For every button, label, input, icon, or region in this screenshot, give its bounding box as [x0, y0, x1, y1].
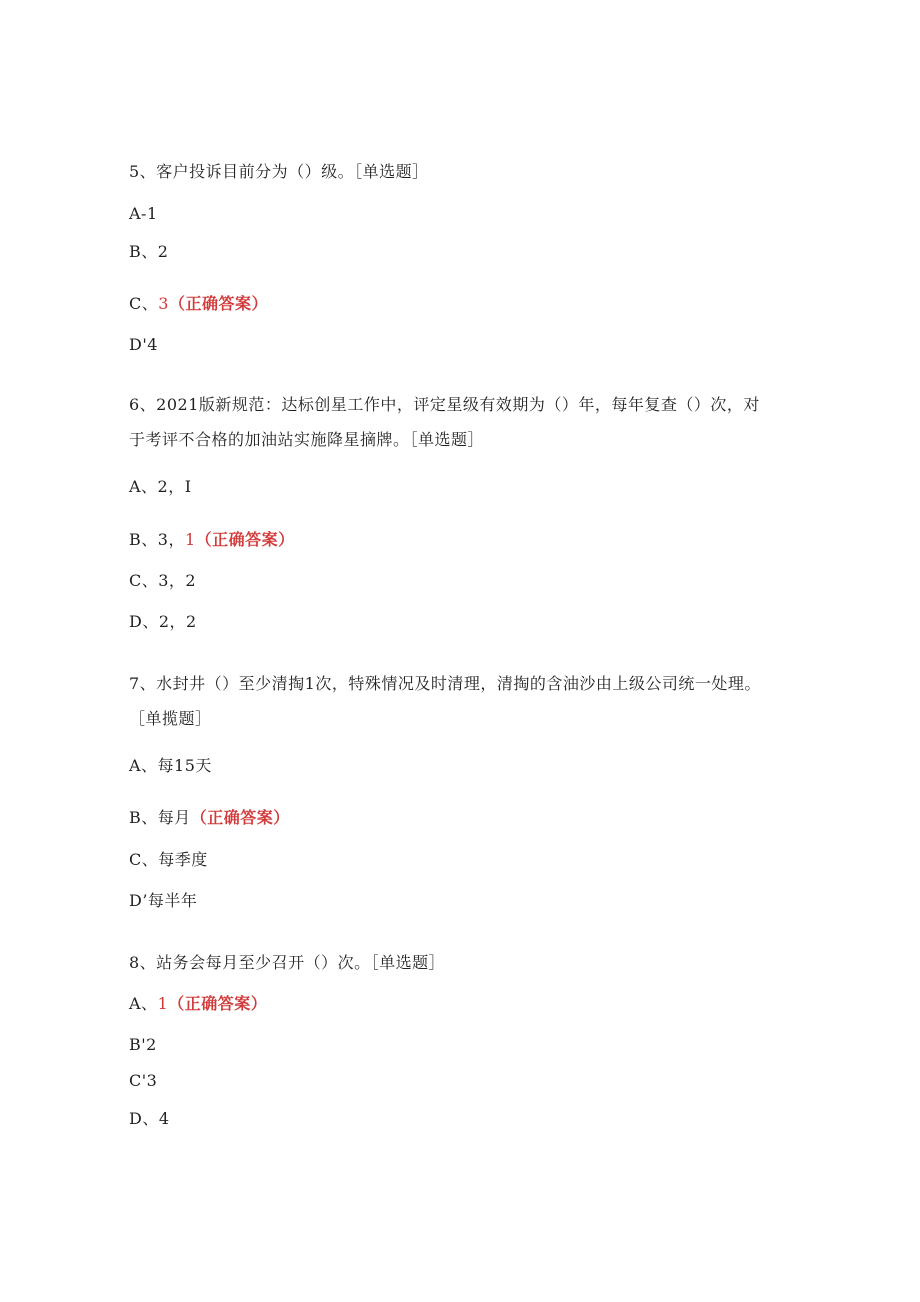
question-7-stem-line-2: ［单揽题］ — [129, 709, 212, 728]
correct-answer-value: 1 — [157, 994, 169, 1013]
question-5-option-a — [129, 204, 158, 224]
question-7-option-c — [129, 850, 208, 870]
question-6-stem-line-2: 于考评不合格的加油站实施降星摘牌。［单选题］ — [129, 430, 485, 449]
option-text: A-1 — [129, 204, 158, 223]
option-text: D、4 — [129, 1109, 170, 1128]
question-6-option-b — [129, 530, 295, 550]
question-6-option-a — [129, 477, 192, 497]
option-text: B、每月 — [129, 808, 191, 827]
correct-answer-value: 1 — [184, 530, 196, 549]
option-text: D’每半年 — [129, 891, 198, 910]
option-text: A、每15天 — [129, 756, 212, 775]
question-6-option-d — [129, 612, 197, 632]
option-text: D、2，2 — [129, 612, 197, 631]
question-7-option-a — [129, 756, 212, 776]
correct-answer-tag: （正确答案） — [168, 294, 268, 313]
correct-answer-tag: （正确答案） — [190, 808, 290, 827]
option-text: C、3，2 — [129, 571, 197, 590]
question-8-stem: 8、站务会每月至少召开（）次。［单选题］ — [129, 953, 446, 972]
question-6-option-c — [129, 571, 196, 591]
option-text: B、3， — [129, 530, 185, 549]
question-5-option-d — [129, 335, 158, 355]
question-7-option-d — [129, 891, 197, 911]
question-8-option-d — [129, 1109, 170, 1129]
question-5-option-b — [129, 242, 168, 262]
option-text: C、每季度 — [129, 850, 208, 869]
correct-answer-tag: （正确答案） — [195, 530, 295, 549]
option-text: C'3 — [129, 1071, 158, 1090]
question-7-stem-line-1: 7、水封井（）至少清掏1次，特殊情况及时清理，清掏的含油沙由上级公司统一处理。 — [129, 674, 761, 693]
question-5-option-c — [129, 294, 268, 314]
question-5-stem: 5、客户投诉目前分为（）级。［单选题］ — [129, 162, 429, 181]
question-6-stem-line-1: 6、2021版新规范：达标创星工作中，评定星级有效期为（）年，每年复查（）次，对 — [129, 395, 760, 414]
correct-answer-tag: （正确答案） — [168, 994, 268, 1013]
option-text: B、2 — [129, 242, 169, 261]
correct-answer-value: 3 — [158, 294, 169, 313]
question-8-option-c — [129, 1071, 157, 1091]
option-text: C、 — [129, 294, 159, 313]
option-text: B'2 — [129, 1035, 157, 1054]
option-text: D'4 — [129, 335, 158, 354]
option-text: A、2，I — [129, 477, 192, 496]
option-text: A、 — [129, 994, 158, 1013]
question-7-option-b — [129, 808, 290, 828]
question-8-option-b — [129, 1035, 157, 1055]
question-8-option-a — [129, 994, 267, 1014]
